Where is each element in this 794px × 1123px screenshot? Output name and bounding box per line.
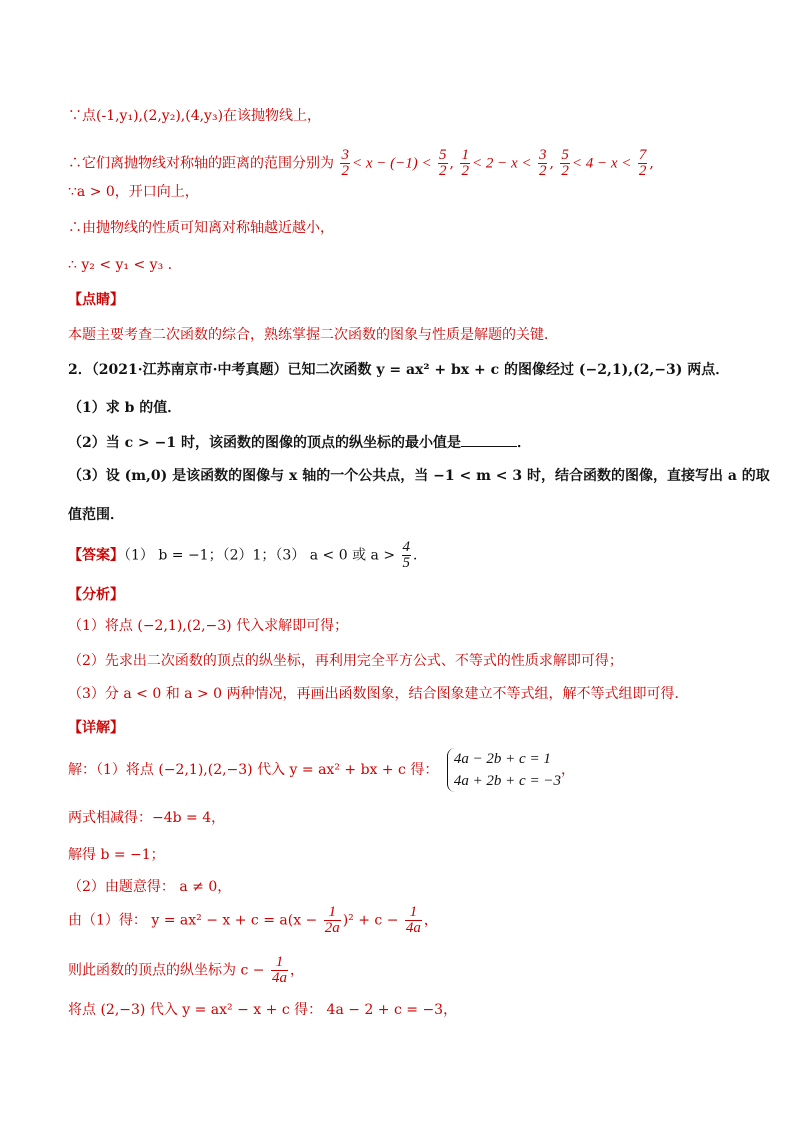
solution-vertex-y: 则此函数的顶点的纵坐标为 c − $\frac{1}{4a}$ ， xyxy=(68,954,304,986)
solution-substitute: 将点 (2,−3) 代入 y = ax² − x + c 得： 4a − 2 + c = −3， xyxy=(68,1002,458,1018)
analysis-3: （3）分 a < 0 和 a > 0 两种情况，再画出函数图象，结合图象建立不等式组，解不等式组即可得． xyxy=(68,686,689,702)
fraction-1-2: $\frac{1}{2}$ xyxy=(461,147,469,179)
answer-blank[interactable] xyxy=(461,432,517,447)
solution-line-points: ∵点(-1,y₁),(2,y₂),(4,y₃)在该抛物线上， xyxy=(68,108,322,124)
fraction-3-2: $\frac{3}{2}$ xyxy=(341,147,349,179)
analysis-1: （1）将点 (−2,1),(2,−3) 代入求解即可得； xyxy=(68,618,349,634)
problem-2-part-2: （2）当 c > −1 时，该函数的图像的顶点的纵坐标的最小值是 ． xyxy=(68,432,531,453)
solution-line-conclusion: ∴ y₂ < y₁ < y₃ . xyxy=(68,257,173,273)
solution-step-subtract: 两式相减得：−4b = 4， xyxy=(68,810,226,826)
problem-2-part-3: （3）设 (m,0) 是该函数的图像与 x 轴的一个公共点，当 −1 < m < 3 时，结合函数的图像，直接写出 a 的取 xyxy=(68,468,770,484)
problem-2-part-1: （1）求 b 的值． xyxy=(68,400,182,416)
fraction-3-2b: $\frac{3}{2}$ xyxy=(538,147,547,179)
fraction-5-2: $\frac{5}{2}$ xyxy=(439,147,447,179)
fraction-7-2: $\frac{7}{2}$ xyxy=(638,147,647,179)
heading-fenxi: 【分析】 xyxy=(68,587,124,603)
solution-line-property: ∴由抛物线的性质可知离对称轴越近越小， xyxy=(68,220,334,236)
solution-step-1: 解：（1）将点 (−2,1),(2,−3) 代入 y = ax² + bx + c 得： 4a − 2b + c = 1 4a + 2b + c = −3 ， xyxy=(68,748,575,792)
fraction-4-5: $\frac{4}{5}$ xyxy=(402,539,411,571)
solution-line-a-positive: ∵a > 0，开口向上， xyxy=(68,184,199,200)
heading-dianjing: 【点睛】 xyxy=(68,292,124,308)
fraction-1-4a: $\frac{1}{4a}$ xyxy=(405,904,421,936)
equation-system: 4a − 2b + c = 1 4a + 2b + c = −3 xyxy=(447,748,561,792)
dianjing-text: 本题主要考查二次函数的综合，熟练掌握二次函数的图象与性质是解题的关键． xyxy=(68,327,558,343)
solution-line-distances: ∴它们离抛物线对称轴的距离的范围分别为 $\frac{3}{2}$ < x − (−1) < $\frac{5}{2}$ , $\frac{1}{2}$ < 2 − x < $\frac{3}{2}$ , $\frac{5}{2}$ < 4 − x < $\frac{7}{2}$ , xyxy=(68,147,654,179)
fraction-1-4a-b: $\frac{1}{4a}$ xyxy=(271,954,287,986)
answer-line: 【答案】（1） b = −1；（2）1；（3） a < 0 或 a > $\frac{4}{5}$ ． xyxy=(68,539,428,571)
solution-vertex-form: 由（1）得： y = ax² − x + c = a(x − $\frac{1}{2a}$ )² + c − $\frac{1}{4a}$ ， xyxy=(68,904,438,936)
heading-xiangjie: 【详解】 xyxy=(68,720,124,736)
solution-step-b: 解得 b = −1； xyxy=(68,847,165,863)
fraction-1-2a: $\frac{1}{2a}$ xyxy=(324,904,340,936)
solution-step-2: （2）由题意得： a ≠ 0， xyxy=(68,879,232,895)
problem-2-part-3-cont: 值范围． xyxy=(68,507,124,523)
analysis-2: （2）先求出二次函数的顶点的纵坐标，再利用完全平方公式、不等式的性质求解即可得； xyxy=(68,653,623,669)
fraction-5-2b: $\frac{5}{2}$ xyxy=(561,147,569,179)
problem-2-statement: 2．（2021·江苏南京市·中考真题）已知二次函数 y = ax² + bx + c 的图像经过 (−2,1),(2,−3) 两点． xyxy=(68,362,730,378)
